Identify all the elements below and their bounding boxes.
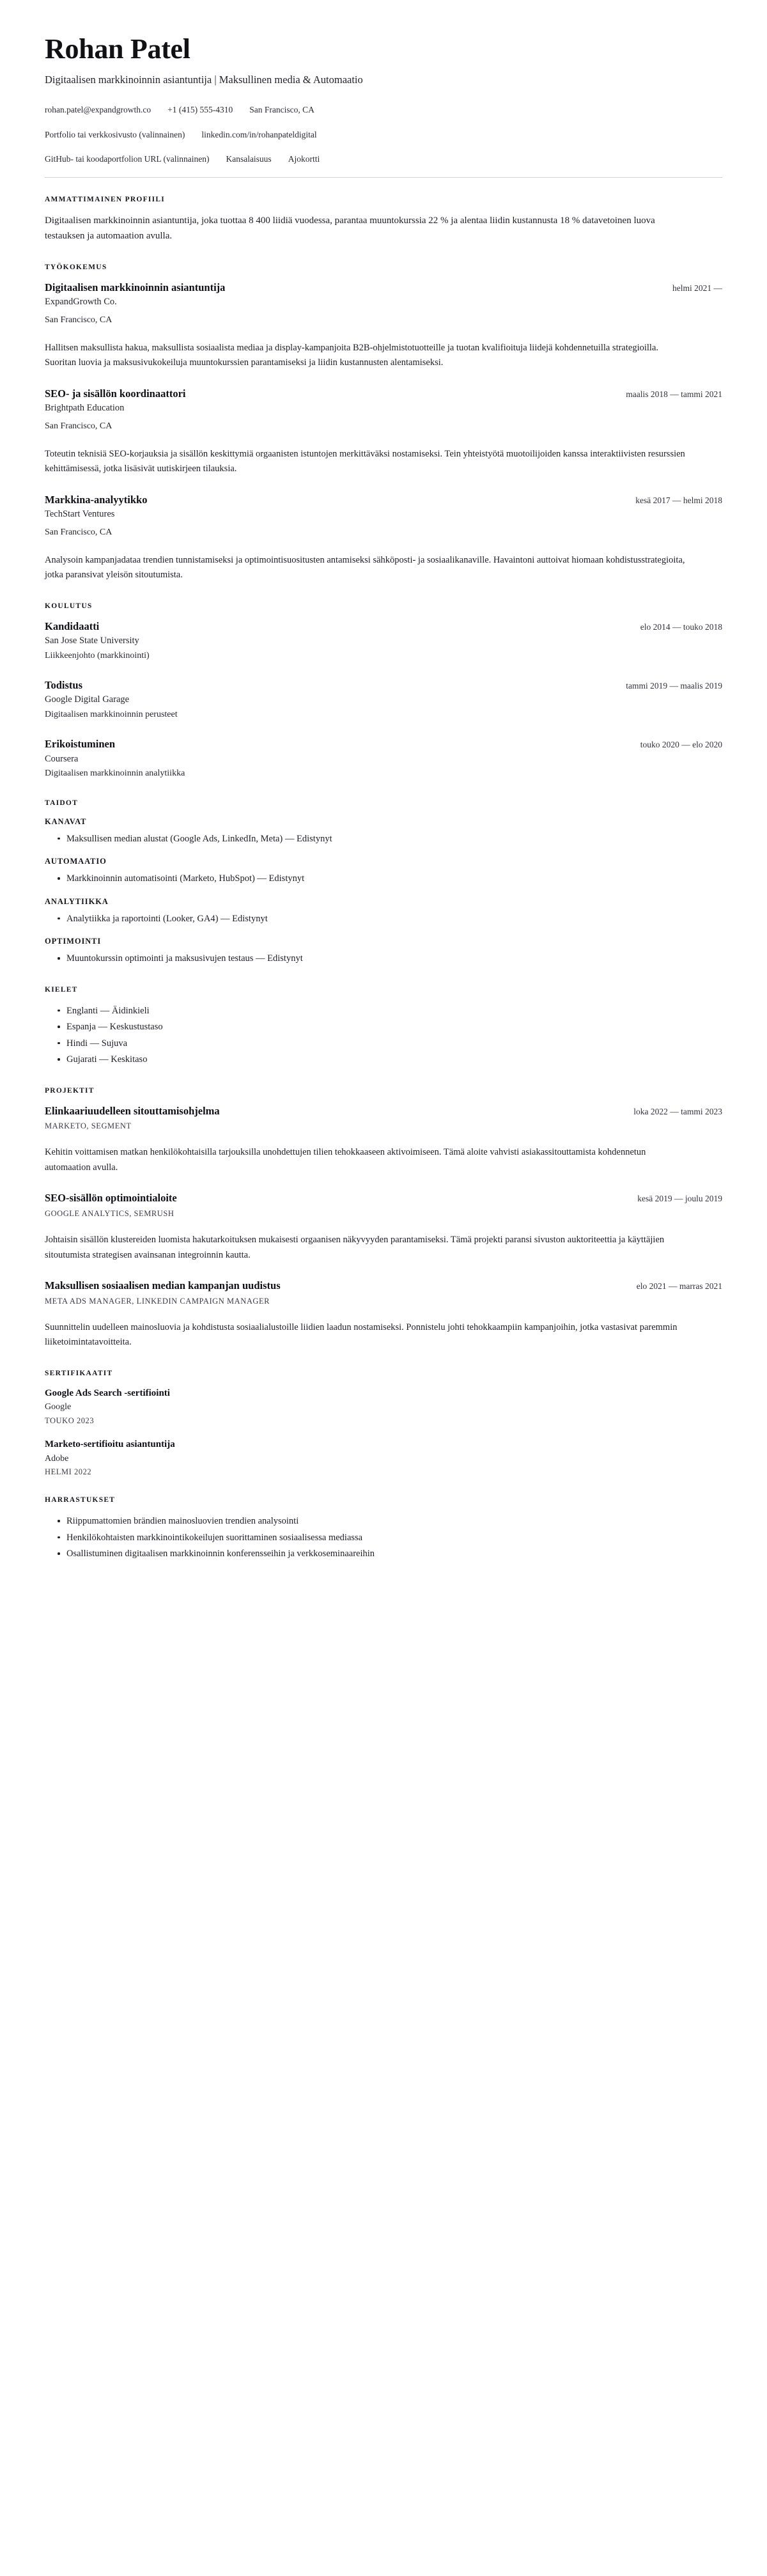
education-date-range: elo 2014 — touko 2018 [640,621,722,632]
job-title: SEO- ja sisällön koordinaattori [45,387,186,400]
candidate-name: Rohan Patel [45,33,190,65]
project-entry [45,1279,722,1350]
language-item: Gujarati — Keskitaso [58,1052,722,1067]
job-title: Markkina-analyytikko [45,493,148,506]
experience-entry-header [45,494,722,507]
job-company: ExpandGrowth Co. [45,297,117,308]
skill-item: Markkinoinnin automatisointi (Marketo, HubSpot) — Edistynyt [58,871,722,886]
skill-list [45,832,722,847]
project-entry [45,1192,722,1263]
project-title: Elinkaariuudelleen sitouttamisohjelma [45,1104,220,1117]
section-title-profile: AMMATTIMAINEN PROFIILI [45,196,165,204]
section-title-skills: TAIDOT [45,799,79,807]
section-interests [45,1496,722,1561]
skill-item: Muuntokurssin optimointi ja maksusivujen testaus — Edistynyt [58,951,722,966]
job-date-range: maalis 2018 — tammi 2021 [626,389,722,399]
job-description: Analysoin kampanjadataa trendien tunnistamiseksi ja optimointisuositusten antamiseksi sähköposti- ja sosiaalikanaville. Havaintoni auttoivat hiomaan kohdistusstrategioita, jotka paransivat yleisön sitoutumista. [45,554,685,581]
skill-group [45,937,722,966]
certification-date: HELMI 2022 [45,1467,92,1477]
education-field: Liikkeenjohto (markkinointi) [45,650,150,660]
skill-group-title: KANAVAT [45,816,87,826]
header-divider [45,177,722,178]
interest-item: Riippumattomien brändien mainosluovien trendien analysointi [58,1514,722,1529]
experience-entry [45,494,722,583]
education-school: San Jose State University [45,636,139,646]
certification-entry [45,1439,722,1477]
section-profile [45,196,722,244]
skill-item: Analytiikka ja raportointi (Looker, GA4) — Edistynyt [58,912,722,926]
certification-entry [45,1387,722,1426]
certification-issuer: Google [45,1402,72,1412]
section-title-certifications: SERTIFIKAATIT [45,1369,113,1377]
language-item: Englanti — Äidinkieli [58,1004,722,1019]
job-company: TechStart Ventures [45,509,115,520]
job-title: Digitaalisen markkinoinnin asiantuntija [45,281,226,293]
education-school: Google Digital Garage [45,694,130,705]
project-date-range: loka 2022 — tammi 2023 [633,1106,722,1116]
job-company: Brightpath Education [45,403,125,414]
project-tech: GOOGLE ANALYTICS, SEMRUSH [45,1209,174,1219]
language-item: Espanja — Keskustustaso [58,1020,722,1034]
project-description: Kehitin voittamisen matkan henkilökohtaisilla tarjouksilla unohdettujen tilien tehokkaaseen aktivoimiseen. Tämä aloite vahvisti asiakassitouttamista kohdennetun automaation avulla. [45,1147,646,1173]
contact-linkedin[interactable]: linkedin.com/in/rohanpateldigital [201,129,317,139]
certification-issuer: Adobe [45,1453,69,1464]
project-entry-header [45,1279,722,1293]
experience-entry-header [45,387,722,401]
project-date-range: kesä 2019 — joulu 2019 [637,1194,722,1204]
project-title: Maksullisen sosiaalisen median kampanjan uudistus [45,1279,281,1292]
skill-list [45,912,722,926]
project-description: Johtaisin sisällön klustereiden luomista hakutarkoituksen mukaisesti orgaanisen näkyvyyden parantamiseksi. Tämä projekti paransi sivuston auktoriteettia ja käyttäjien sitoutumista strategisen avainsanan integroinnin kautta. [45,1235,665,1260]
section-title-education: KOULUTUS [45,602,93,610]
project-title: SEO-sisällön optimointialoite [45,1192,177,1205]
education-degree: Kandidaatti [45,620,100,632]
section-languages [45,986,722,1068]
education-field: Digitaalisen markkinoinnin analytiikka [45,769,185,779]
education-entry-header [45,679,722,692]
section-title-experience: TYÖKOKEMUS [45,263,107,271]
project-tech: META ADS MANAGER, LINKEDIN CAMPAIGN MANAGER [45,1296,270,1306]
section-projects [45,1087,722,1350]
job-location: San Francisco, CA [45,421,112,431]
education-field: Digitaalisen markkinoinnin perusteet [45,709,178,719]
education-date-range: touko 2020 — elo 2020 [640,739,722,749]
job-description: Toteutin teknisiä SEO-korjauksia ja sisällön keskittymiä orgaanisten istuntojen merkittäväksi nostamiseksi. Tein yhteistyötä muotoilijoiden kanssa interaktiivisten resurssien kehittämisessä, jotka lisäsivät uutiskirjeen tilauksia. [45,448,685,474]
education-school: Coursera [45,753,79,764]
job-location: San Francisco, CA [45,315,112,325]
project-tech: MARKETO, SEGMENT [45,1121,132,1131]
experience-entry [45,281,722,371]
job-date-range: kesä 2017 — helmi 2018 [635,495,722,505]
contact-portfolio-placeholder[interactable]: Portfolio tai verkkosivusto (valinnainen) [45,129,185,139]
skill-group [45,897,722,926]
certification-name: Google Ads Search -sertifiointi [45,1387,170,1398]
education-entry [45,620,722,662]
skill-item: Maksullisen median alustat (Google Ads, LinkedIn, Meta) — Edistynyt [58,832,722,847]
profile-summary-text: Digitaalisen markkinoinnin asiantuntija, joka tuottaa 8 400 liidiä vuodessa, parantaa muuntokurssia 22 % ja alentaa liidin kustannusta 18 % datavetoinen luova testauksen ja automaation avulla. [45,215,655,241]
language-item: Hindi — Sujuva [58,1036,722,1051]
certification-name: Marketo-sertifioitu asiantuntija [45,1439,175,1449]
section-education [45,602,722,780]
job-description: Hallitsen maksullista hakua, maksullista sosiaalista mediaa ja display-kampanjoita B2B-ohjelmistotuotteille ja tuotan kvalifioituja liidejä kohdennetuilla strategioilla. Suoritan luovia ja maksusivukokeiluja muuntokurssien parantamiseksi ja liidin kustannusten alentamiseksi. [45,342,659,368]
education-degree: Erikoistuminen [45,737,116,750]
skill-group-title: OPTIMOINTI [45,937,102,946]
section-skills [45,799,722,967]
project-entry-header [45,1192,722,1205]
contact-phone[interactable]: +1 (415) 555-4310 [167,105,233,115]
candidate-headline: Digitaalisen markkinoinnin asiantuntija | Maksullinen media & Automaatio [45,74,363,86]
education-degree: Todistus [45,678,83,691]
skill-list [45,871,722,886]
interest-list [45,1514,722,1561]
job-location: San Francisco, CA [45,527,112,537]
project-entry [45,1105,722,1176]
section-experience [45,263,722,583]
language-list [45,1004,722,1068]
section-title-languages: KIELET [45,985,78,994]
contact-line-primary [45,104,722,116]
education-entry-header [45,738,722,751]
interest-item: Osallistuminen digitaalisen markkinoinnin konferensseihin ja verkkoseminaareihin [58,1547,722,1561]
section-title-interests: HARRASTUKSET [45,1496,116,1504]
contact-email[interactable]: rohan.patel@expandgrowth.co [45,105,151,115]
education-entry [45,738,722,780]
experience-entry [45,387,722,477]
project-date-range: elo 2021 — marras 2021 [636,1281,722,1292]
project-entry-header [45,1105,722,1118]
education-date-range: tammi 2019 — maalis 2019 [626,680,722,691]
skill-list [45,951,722,966]
contact-nationality: Kansalaisuus [226,153,272,164]
contact-line-portfolio [45,129,722,141]
contact-line-extra [45,153,722,166]
contact-location: San Francisco, CA [249,105,314,115]
job-date-range: helmi 2021 — [672,283,722,293]
interest-item: Henkilökohtaisten markkinointikokeilujen suorittaminen sosiaalisessa mediassa [58,1531,722,1545]
skill-group-title: ANALYTIIKKA [45,896,109,906]
section-title-projects: PROJEKTIT [45,1086,95,1095]
skill-group [45,857,722,886]
contact-github-placeholder[interactable]: GitHub- tai koodaportfolion URL (valinnainen) [45,153,210,164]
section-certifications [45,1370,722,1478]
resume-header [45,35,722,178]
certification-date: TOUKO 2023 [45,1416,95,1425]
skill-group [45,817,722,847]
education-entry-header [45,620,722,634]
project-description: Suunnittelin uudelleen mainosluovia ja kohdistusta sosiaalialustoille liidien laadun nostamiseksi. Ponnistelu johti tehokkaampiin kampanjoihin, jotka vastasivat paremmin liiketoimintatavoitteita. [45,1322,678,1348]
contact-driving-licence: Ajokortti [288,153,320,164]
experience-entry-header [45,281,722,295]
education-entry [45,679,722,721]
skill-group-title: AUTOMAATIO [45,857,107,866]
